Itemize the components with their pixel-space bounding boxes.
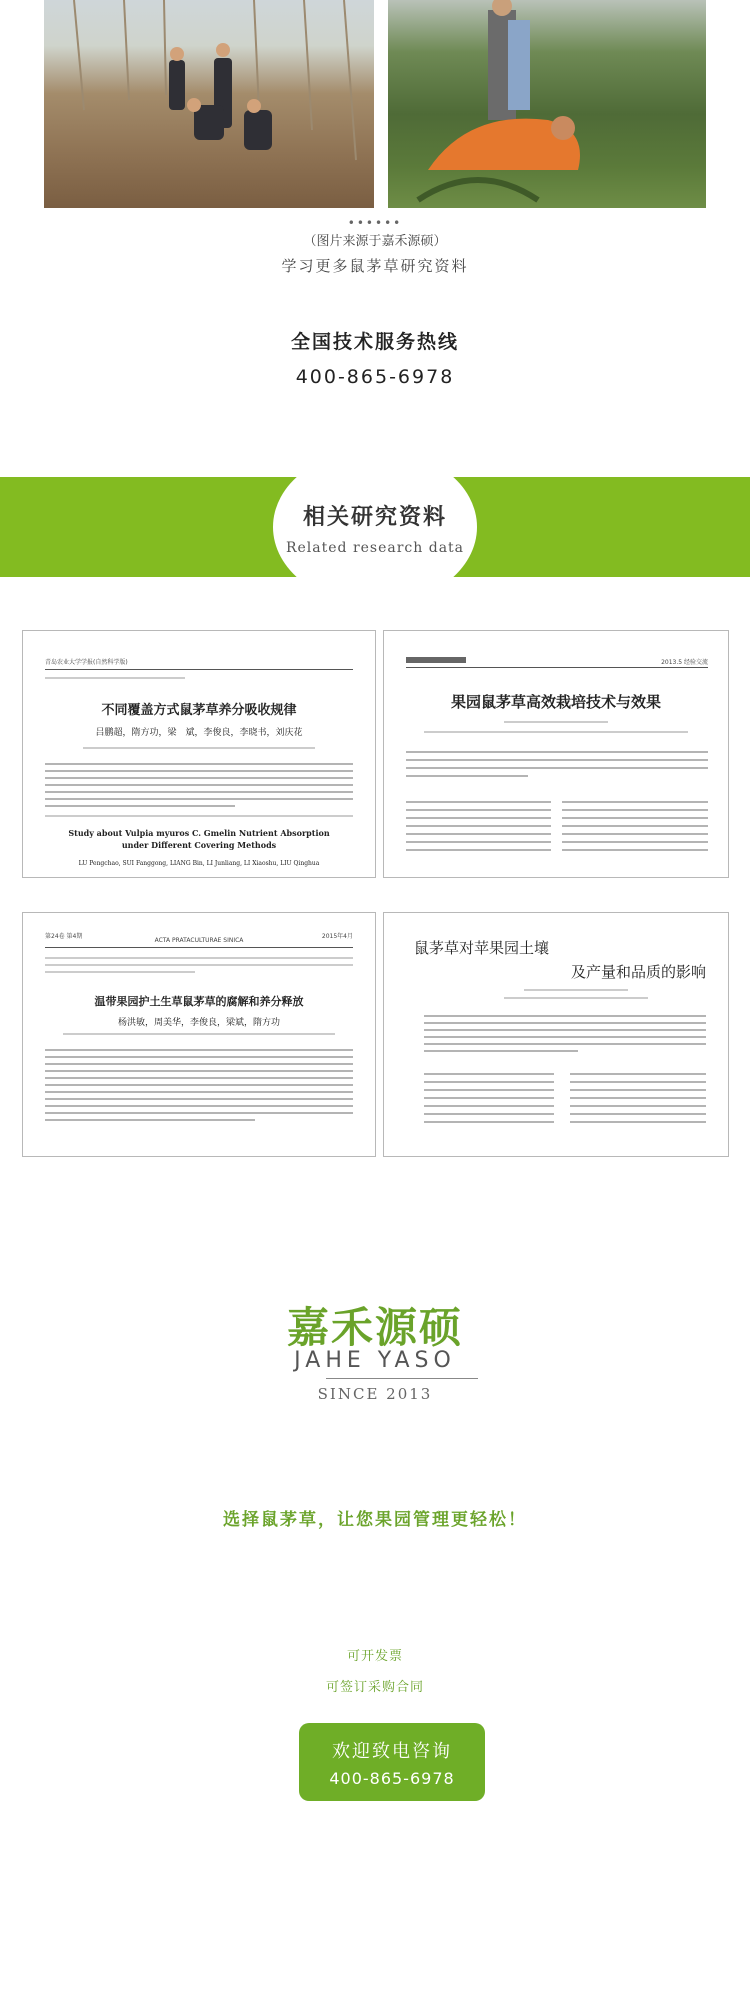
paper-text-line [570,1073,706,1075]
paper-text-line [562,849,708,851]
paper-text-line [504,997,648,999]
paper-rule [406,667,708,668]
brand-since: SINCE 2013 [317,1385,433,1403]
section-title: 相关研究资料 [302,505,447,530]
paper-text-line [424,1121,554,1123]
paper-text-line [45,784,353,786]
paper-title: 不同覆盖方式鼠茅草养分吸收规律 [101,703,297,718]
paper-text-line [45,763,353,765]
paper-text-line [424,1022,706,1024]
paper-text-line [406,817,551,819]
paper-text-line [570,1121,706,1123]
paper-text-line [562,809,708,811]
paper-text-line [406,751,708,753]
paper-text-line [424,1105,554,1107]
research-paper-1[interactable] [22,630,376,878]
paper-text-line [406,759,708,761]
research-paper-3[interactable] [22,912,376,1157]
learn-more-text: 学习更多鼠茅草研究资料 [281,257,469,275]
paper-header-right: 2015年4月 [321,933,353,940]
paper-text-line [570,1105,706,1107]
paper-text-line [424,1097,554,1099]
paper-text-line [406,801,551,803]
image-source-caption: （图片来源于嘉禾源硕） [303,234,447,249]
paper-text-line [45,1084,353,1086]
paper-text-line [45,815,353,817]
paper-title: 果园鼠茅草高效栽培技术与效果 [450,693,661,711]
paper-text-line [562,825,708,827]
paper-text-line [45,798,353,800]
paper-text-line [45,1112,353,1114]
paper-text-line [83,747,315,749]
paper-text-line [63,1033,335,1035]
paper-text-line [45,1063,353,1065]
paper-text-line [45,1049,353,1051]
paper-text-line [45,964,353,966]
paper-text-line [45,1077,353,1079]
paper-header-center: ACTA PRATACULTURAE SINICA [154,937,244,944]
call-consult-label: 欢迎致电咨询 [332,1741,452,1762]
hotline-number[interactable]: 400-865-6978 [295,366,455,388]
paper-text-line [424,1113,554,1115]
paper-text-line [424,1029,706,1031]
paper-text-line [45,777,353,779]
paper-title-line2: 及产量和品质的影响 [570,963,706,981]
paper-text-line [570,1081,706,1083]
paper-text-line [562,833,708,835]
paper-header: 青岛农业大学学报(自然科学版) [45,659,128,666]
paper-text-line [424,1036,706,1038]
paper-rule [45,947,353,948]
call-consult-button[interactable] [299,1723,485,1801]
paper-text-line [562,817,708,819]
paper-text-line [45,677,185,679]
paper-header-left: 第24卷 第4期 [45,933,83,940]
paper-text-line [570,1097,706,1099]
paper-authors: 吕鹏超，隋方功，梁 斌，李俊良，李晓书，刘庆花 [95,728,303,738]
research-paper-2[interactable] [383,630,729,878]
paper-text-line [45,791,353,793]
paper-text-line [45,1105,353,1107]
hotline-title: 全国技术服务热线 [290,331,459,353]
orchard-illustration [388,0,706,208]
brand-divider [326,1378,478,1379]
paper-text-line [424,1073,554,1075]
brand-logo-cn: 嘉禾源硕 [286,1303,463,1352]
contract-note: 可签订采购合同 [325,1680,424,1695]
paper-text-line [562,801,708,803]
paper-text-line [562,841,708,843]
paper-text-line [424,1050,578,1052]
field-inspection-illustration [44,0,374,208]
paper-rule [45,669,353,670]
paper-header: 2013.5 经验交流 [661,659,708,666]
paper-authors: 杨洪敏，周美华，李俊良，梁斌，隋方功 [117,1018,280,1028]
field-inspection-photo [44,0,374,208]
paper-english-title: Study about Vulpia myuros C. Gmelin Nutrient Absorption under Different Covering Methods [68,828,330,850]
paper-text-line [424,1043,706,1045]
paper-text-line [570,1113,706,1115]
paper-text-line [45,957,353,959]
section-subtitle: Related research data [285,540,465,556]
paper-text-line [406,809,551,811]
paper-text-line [45,1091,353,1093]
paper-text-line [45,1119,255,1121]
paper-title-line1: 鼠茅草对苹果园土壤 [414,939,550,957]
paper-text-line [406,841,551,843]
paper-text-line [406,767,708,769]
paper-text-line [45,1098,353,1100]
paper-text-line [570,1089,706,1091]
paper-text-line [45,1070,353,1072]
paper-text-line [45,971,195,973]
research-paper-4[interactable] [383,912,729,1157]
paper-text-line [406,849,551,851]
paper-text-line [504,721,608,723]
paper-title: 温带果园护土生草鼠茅草的腐解和养分释放 [94,995,304,1008]
paper-text-line [424,731,688,733]
paper-text-line [424,1015,706,1017]
paper-text-line [524,989,628,991]
paper-text-line [406,775,528,777]
paper-text-line [45,805,235,807]
paper-text-line [45,770,353,772]
orchard-ground-cover-photo [388,0,706,208]
carousel-dots: •••••• [347,216,403,230]
paper-text-line [424,1089,554,1091]
paper-text-line [45,1056,353,1058]
call-consult-phone: 400-865-6978 [329,1769,455,1788]
journal-logo [406,657,466,663]
paper-text-line [406,833,551,835]
slogan: 选择鼠茅草，让您果园管理更轻松！ [223,1510,527,1530]
paper-english-authors: LU Pengchao, SUI Fanggong, LIANG Bin, LI Junliang, LI Xiaoshu, LIU Qinghua [78,860,320,867]
paper-text-line [406,825,551,827]
brand-logo-en: JAHE YASO [294,1348,456,1373]
invoice-note: 可开发票 [346,1649,403,1664]
paper-text-line [424,1081,554,1083]
